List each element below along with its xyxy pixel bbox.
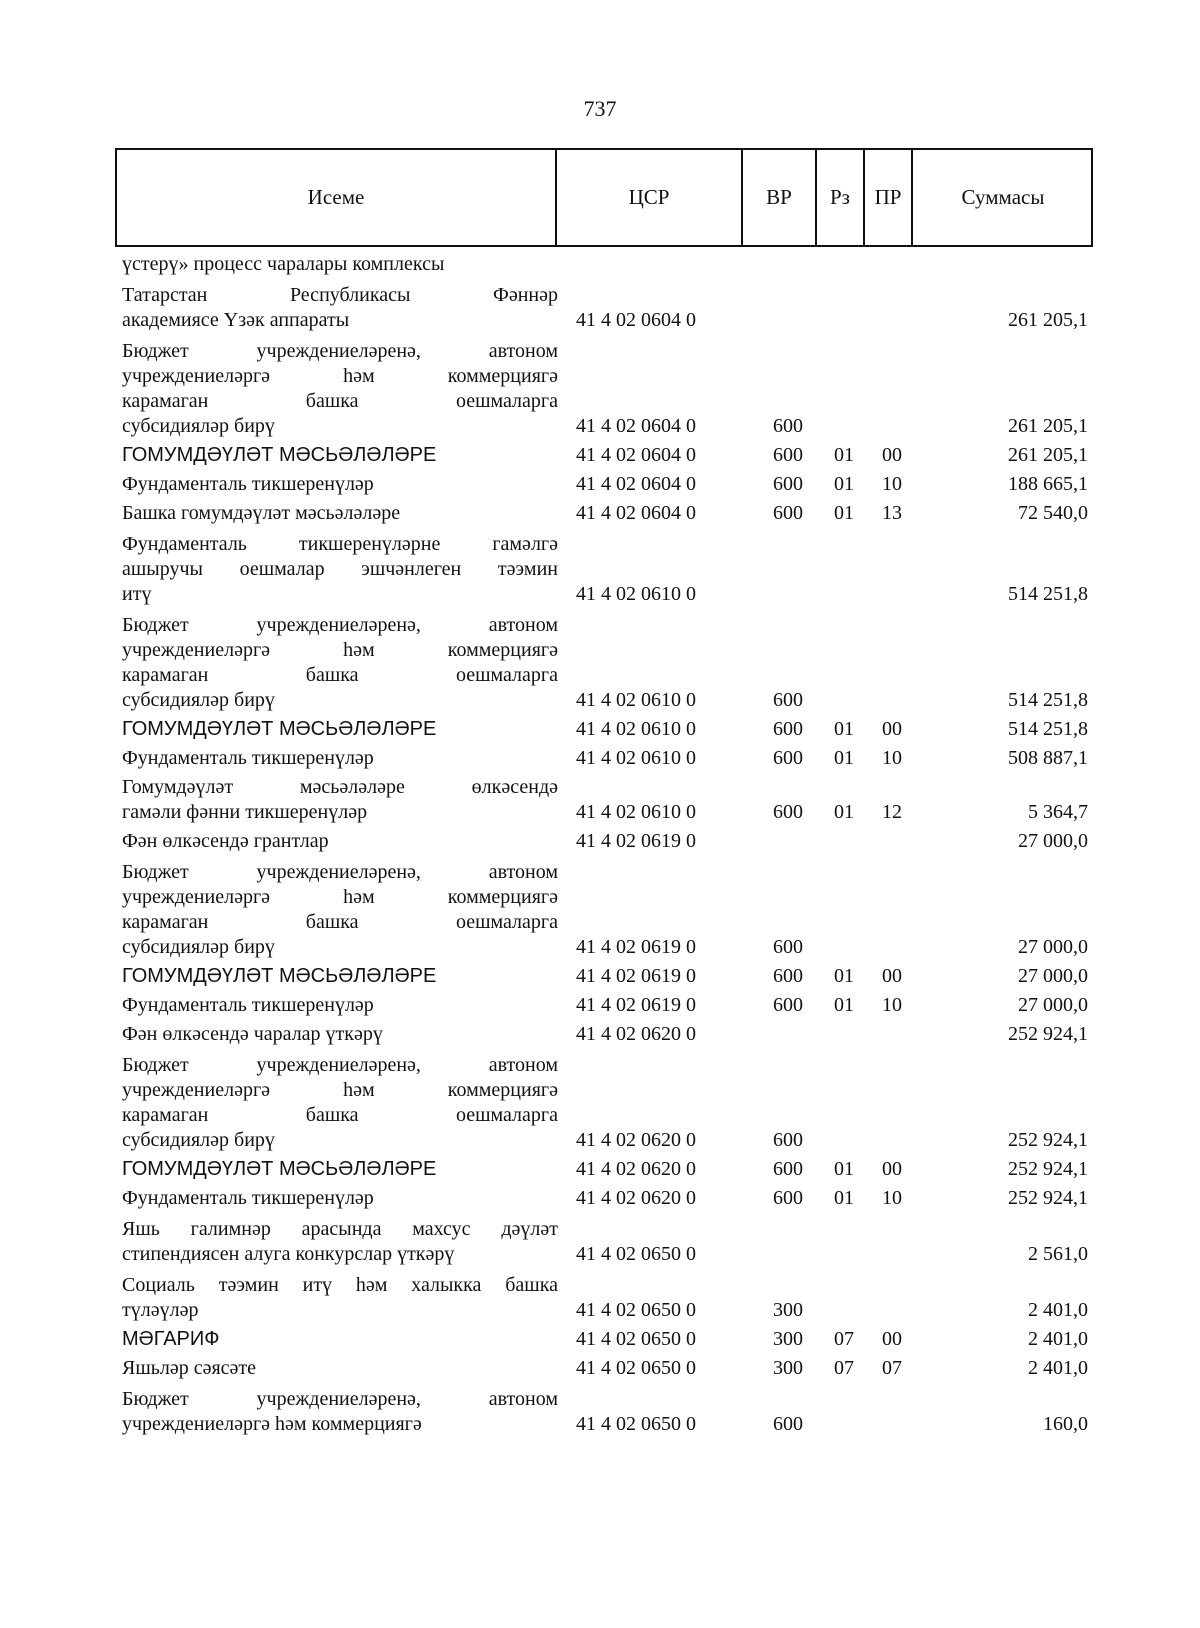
row-name bbox=[122, 1053, 562, 1153]
row-csr: 41 4 02 0610 0 bbox=[576, 801, 696, 823]
row-vr: 600 bbox=[773, 1158, 803, 1180]
row-sum: 261 205,1 bbox=[1008, 444, 1088, 466]
row-name-line: стипендиясен алуга конкурслар үткәрү bbox=[122, 1243, 455, 1265]
row-pr: 10 bbox=[882, 1187, 902, 1209]
page-number: 737 bbox=[583, 96, 617, 121]
row-name-line: Социаль тәэмин итү һәм халыкка башка bbox=[122, 1274, 558, 1296]
row-csr: 41 4 02 0619 0 bbox=[576, 965, 696, 987]
row-name bbox=[122, 443, 562, 468]
row-sum: 514 251,8 bbox=[1008, 689, 1088, 711]
row-vr: 600 bbox=[773, 994, 803, 1016]
row-name-line: ГОМУМДӘҮЛӘТ МӘСЬӘЛӘЛӘРЕ bbox=[122, 1158, 437, 1180]
row-vr: 600 bbox=[773, 747, 803, 769]
row-name-line: ГОМУМДӘҮЛӘТ МӘСЬӘЛӘЛӘРЕ bbox=[122, 718, 437, 740]
row-name-line: ГОМУМДӘҮЛӘТ МӘСЬӘЛӘЛӘРЕ bbox=[122, 965, 437, 987]
row-pr: 10 bbox=[882, 473, 902, 495]
row-sum: 2 401,0 bbox=[1028, 1299, 1088, 1321]
row-csr: 41 4 02 0650 0 bbox=[576, 1299, 696, 1321]
row-name bbox=[122, 1022, 562, 1047]
row-sum: 514 251,8 bbox=[1008, 583, 1088, 605]
row-name-line: Бюджет учреждениеләренә, автоном bbox=[122, 1054, 558, 1076]
row-name-line: карамаган башка оешмаларга bbox=[122, 1104, 558, 1126]
row-rz: 07 bbox=[834, 1357, 854, 1379]
row-vr: 300 bbox=[773, 1357, 803, 1379]
row-vr: 600 bbox=[773, 936, 803, 958]
row-name bbox=[122, 993, 562, 1018]
row-name-line: ашыручы оешмалар эшчәнлеген тәэмин bbox=[122, 558, 558, 580]
table-row bbox=[122, 1387, 1088, 1437]
table-row bbox=[122, 501, 1088, 526]
table-row bbox=[122, 1053, 1088, 1153]
row-name bbox=[122, 1387, 562, 1437]
row-sum: 252 924,1 bbox=[1008, 1187, 1088, 1209]
row-pr: 13 bbox=[882, 502, 902, 524]
row-sum: 514 251,8 bbox=[1008, 718, 1088, 740]
row-csr: 41 4 02 0604 0 bbox=[576, 502, 696, 524]
row-name-line: субсидияләр бирү bbox=[122, 936, 275, 958]
header-sum: Суммасы bbox=[911, 150, 1093, 245]
row-vr: 600 bbox=[773, 444, 803, 466]
table-row bbox=[122, 775, 1088, 825]
row-name-line: учреждениеләргә һәм коммерциягә bbox=[122, 1413, 422, 1435]
row-name-line: Гомумдәүләт мәсьәләләре өлкәсендә bbox=[122, 776, 558, 798]
row-name bbox=[122, 1186, 562, 1211]
table-row bbox=[122, 860, 1088, 960]
row-name-line: учреждениеләргә һәм коммерциягә bbox=[122, 886, 558, 908]
table-row bbox=[122, 1157, 1088, 1182]
row-vr: 600 bbox=[773, 1187, 803, 1209]
row-name-line: МӘГАРИФ bbox=[122, 1328, 220, 1350]
row-name bbox=[122, 1356, 562, 1381]
row-rz: 01 bbox=[834, 718, 854, 740]
table-row bbox=[122, 993, 1088, 1018]
row-name bbox=[122, 775, 562, 825]
header-vr: ВР bbox=[741, 150, 815, 245]
row-name bbox=[122, 964, 562, 989]
row-csr: 41 4 02 0619 0 bbox=[576, 936, 696, 958]
row-name-line: Яшьләр сәясәте bbox=[122, 1357, 257, 1379]
table-row bbox=[122, 717, 1088, 742]
table-row bbox=[122, 1327, 1088, 1352]
row-csr: 41 4 02 0650 0 bbox=[576, 1243, 696, 1265]
row-name-line: Фундаменталь тикшеренүләр bbox=[122, 994, 374, 1016]
row-name-line: итү bbox=[122, 583, 152, 605]
row-sum: 27 000,0 bbox=[1018, 965, 1088, 987]
table-row bbox=[122, 443, 1088, 468]
table-row bbox=[122, 613, 1088, 713]
header-pr: ПР bbox=[863, 150, 911, 245]
row-pr: 12 bbox=[882, 801, 902, 823]
row-name-line: Яшь галимнәр арасында махсус дәүләт bbox=[122, 1218, 558, 1240]
row-vr: 600 bbox=[773, 718, 803, 740]
row-sum: 261 205,1 bbox=[1008, 415, 1088, 437]
table-row bbox=[122, 1273, 1088, 1323]
row-name-line: карамаган башка оешмаларга bbox=[122, 390, 558, 412]
row-name-line: Бюджет учреждениеләренә, автоном bbox=[122, 614, 558, 636]
row-rz: 01 bbox=[834, 502, 854, 524]
row-sum: 261 205,1 bbox=[1008, 309, 1088, 331]
row-pr: 10 bbox=[882, 994, 902, 1016]
row-name-line: карамаган башка оешмаларга bbox=[122, 911, 558, 933]
row-name-line: субсидияләр бирү bbox=[122, 1129, 275, 1151]
row-sum: 252 924,1 bbox=[1008, 1158, 1088, 1180]
row-vr: 600 bbox=[773, 1413, 803, 1435]
row-vr: 600 bbox=[773, 1129, 803, 1151]
table-row bbox=[122, 964, 1088, 989]
row-csr: 41 4 02 0610 0 bbox=[576, 583, 696, 605]
row-csr: 41 4 02 0650 0 bbox=[576, 1413, 696, 1435]
row-vr: 600 bbox=[773, 473, 803, 495]
row-csr: 41 4 02 0620 0 bbox=[576, 1023, 696, 1045]
row-sum: 2 401,0 bbox=[1028, 1357, 1088, 1379]
row-sum: 2 561,0 bbox=[1028, 1243, 1088, 1265]
row-rz: 01 bbox=[834, 747, 854, 769]
row-sum: 72 540,0 bbox=[1018, 502, 1088, 524]
row-pr: 07 bbox=[882, 1357, 902, 1379]
row-csr: 41 4 02 0604 0 bbox=[576, 473, 696, 495]
table-row bbox=[122, 283, 1088, 333]
header-rz: Рз bbox=[815, 150, 863, 245]
row-csr: 41 4 02 0604 0 bbox=[576, 444, 696, 466]
row-name-line: Бюджет учреждениеләренә, автоном bbox=[122, 861, 558, 883]
row-name-line: академиясе Үзәк аппараты bbox=[122, 309, 350, 331]
row-name-line: учреждениеләргә һәм коммерциягә bbox=[122, 365, 558, 387]
header-csr: ЦСР bbox=[555, 150, 741, 245]
row-vr: 600 bbox=[773, 502, 803, 524]
table-row bbox=[122, 1186, 1088, 1211]
row-pr: 00 bbox=[882, 718, 902, 740]
table-row bbox=[122, 1022, 1088, 1047]
row-sum: 27 000,0 bbox=[1018, 830, 1088, 852]
table-row bbox=[122, 532, 1088, 607]
row-pr: 10 bbox=[882, 747, 902, 769]
row-vr: 600 bbox=[773, 689, 803, 711]
row-sum: 27 000,0 bbox=[1018, 994, 1088, 1016]
row-name bbox=[122, 283, 562, 333]
row-name-line: түләүләр bbox=[122, 1299, 199, 1321]
row-csr: 41 4 02 0610 0 bbox=[576, 718, 696, 740]
row-name-line: субсидияләр бирү bbox=[122, 689, 275, 711]
row-rz: 01 bbox=[834, 994, 854, 1016]
row-name-line: учреждениеләргә һәм коммерциягә bbox=[122, 1079, 558, 1101]
row-name bbox=[122, 1273, 562, 1323]
row-rz: 01 bbox=[834, 801, 854, 823]
row-name-line: Башка гомумдәүләт мәсьәләләре bbox=[122, 502, 401, 524]
row-sum: 508 887,1 bbox=[1008, 747, 1088, 769]
row-name bbox=[122, 1327, 562, 1352]
row-name-line: ГОМУМДӘҮЛӘТ МӘСЬӘЛӘЛӘРЕ bbox=[122, 444, 437, 466]
row-name bbox=[122, 717, 562, 742]
row-name bbox=[122, 613, 562, 713]
row-rz: 07 bbox=[834, 1328, 854, 1350]
table-row bbox=[122, 746, 1088, 771]
row-name bbox=[122, 746, 562, 771]
row-sum: 252 924,1 bbox=[1008, 1023, 1088, 1045]
row-name bbox=[122, 252, 562, 277]
row-rz: 01 bbox=[834, 1187, 854, 1209]
row-vr: 600 bbox=[773, 965, 803, 987]
row-name-line: карамаган башка оешмаларга bbox=[122, 664, 558, 686]
row-sum: 252 924,1 bbox=[1008, 1129, 1088, 1151]
row-vr: 300 bbox=[773, 1299, 803, 1321]
row-name-line: учреждениеләргә һәм коммерциягә bbox=[122, 639, 558, 661]
row-name bbox=[122, 501, 562, 526]
table-body bbox=[122, 248, 1088, 1437]
row-name bbox=[122, 860, 562, 960]
row-sum: 160,0 bbox=[1043, 1413, 1088, 1435]
row-rz: 01 bbox=[834, 473, 854, 495]
row-name-line: Фундаменталь тикшеренүләр bbox=[122, 473, 374, 495]
row-sum: 2 401,0 bbox=[1028, 1328, 1088, 1350]
row-name bbox=[122, 472, 562, 497]
table-row bbox=[122, 252, 1088, 277]
row-name-line: гамәли фәнни тикшеренүләр bbox=[122, 801, 368, 823]
row-name bbox=[122, 339, 562, 439]
row-name-line: Бюджет учреждениеләренә, автоном bbox=[122, 340, 558, 362]
header-name: Исеме bbox=[307, 185, 365, 209]
table-row bbox=[122, 1217, 1088, 1267]
table-row bbox=[122, 339, 1088, 439]
row-name-line: субсидияләр бирү bbox=[122, 415, 275, 437]
row-vr: 600 bbox=[773, 415, 803, 437]
row-vr: 300 bbox=[773, 1328, 803, 1350]
row-name-line: Бюджет учреждениеләренә, автоном bbox=[122, 1388, 558, 1410]
row-vr: 600 bbox=[773, 801, 803, 823]
row-csr: 41 4 02 0650 0 bbox=[576, 1357, 696, 1379]
row-sum: 188 665,1 bbox=[1008, 473, 1088, 495]
row-pr: 00 bbox=[882, 965, 902, 987]
row-sum: 27 000,0 bbox=[1018, 936, 1088, 958]
row-csr: 41 4 02 0620 0 bbox=[576, 1158, 696, 1180]
row-csr: 41 4 02 0650 0 bbox=[576, 1328, 696, 1350]
row-name bbox=[122, 1157, 562, 1182]
table-row bbox=[122, 1356, 1088, 1381]
row-csr: 41 4 02 0604 0 bbox=[576, 415, 696, 437]
row-name bbox=[122, 532, 562, 607]
row-name-line: Фундаменталь тикшеренүләр bbox=[122, 1187, 374, 1209]
row-pr: 00 bbox=[882, 444, 902, 466]
row-csr: 41 4 02 0619 0 bbox=[576, 994, 696, 1016]
row-name-line: Фундаменталь тикшеренүләрне гамәлгә bbox=[122, 533, 558, 555]
row-rz: 01 bbox=[834, 965, 854, 987]
row-csr: 41 4 02 0619 0 bbox=[576, 830, 696, 852]
row-name bbox=[122, 1217, 562, 1267]
row-pr: 00 bbox=[882, 1158, 902, 1180]
row-name-line: Фундаменталь тикшеренүләр bbox=[122, 747, 374, 769]
row-csr: 41 4 02 0610 0 bbox=[576, 747, 696, 769]
row-rz: 01 bbox=[834, 444, 854, 466]
row-sum: 5 364,7 bbox=[1028, 801, 1088, 823]
row-pr: 00 bbox=[882, 1328, 902, 1350]
table-row bbox=[122, 829, 1088, 854]
row-csr: 41 4 02 0610 0 bbox=[576, 689, 696, 711]
row-csr: 41 4 02 0620 0 bbox=[576, 1129, 696, 1151]
row-name-line: үстерү» процесс чаралары комплексы bbox=[122, 253, 445, 275]
row-csr: 41 4 02 0604 0 bbox=[576, 309, 696, 331]
row-csr: 41 4 02 0620 0 bbox=[576, 1187, 696, 1209]
row-name bbox=[122, 829, 562, 854]
row-name-line: Фән өлкәсендә грантлар bbox=[122, 830, 329, 852]
row-rz: 01 bbox=[834, 1158, 854, 1180]
table-row bbox=[122, 472, 1088, 497]
table-header bbox=[115, 148, 1093, 247]
row-name-line: Фән өлкәсендә чаралар үткәрү bbox=[122, 1023, 383, 1045]
row-name-line: Татарстан Республикасы Фәннәр bbox=[122, 284, 558, 306]
